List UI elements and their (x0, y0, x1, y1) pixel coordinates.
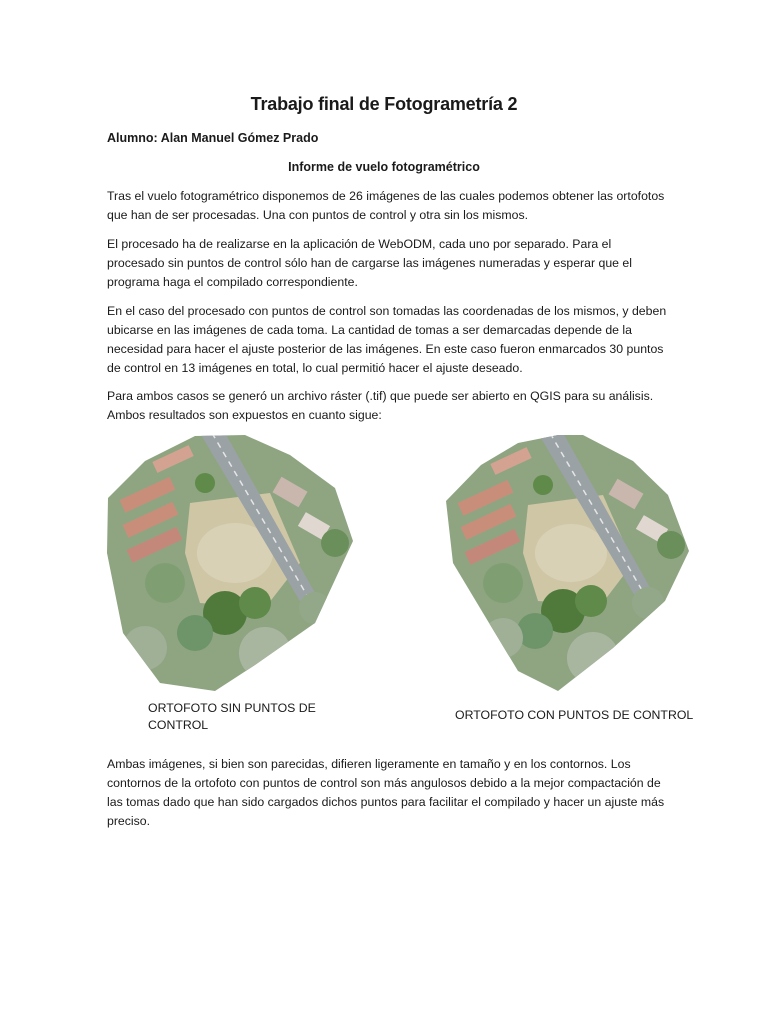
paragraph-1: Tras el vuelo fotogramétrico disponemos de 26 imágenes de las cuales podemos obtener las ortofotos que han de ser procesadas. Una con puntos de control y otra sin los mismos. (107, 189, 665, 222)
paragraph-2: El procesado ha de realizarse en la aplicación de WebODM, cada uno por separado. Para el procesado sin puntos de control sólo han de cargarse las imágenes numeradas y esperar que el programa haga el compilado correspondiente. (107, 237, 632, 289)
paragraph-5: Ambas imágenes, si bien son parecidas, difieren ligeramente en tamaño y en los contornos. Los contornos de la ortofoto con puntos de control son más angulosos debido a la mejor compactación de las tomas dado que han sido cargados dichos puntos para facilitar el compilado y hacer un ajuste más preciso. (107, 757, 665, 828)
orthophoto-without-control-points (105, 433, 355, 693)
paragraph-3: En el caso del procesado con puntos de control son tomadas las coordenadas de los mismos, y deben ubicarse en las imágenes de cada toma. La cantidad de tomas a ser demarcadas depende de la necesidad para hacer el ajuste posterior de las imágenes. En este caso fueron enmarcados 30 puntos de control en 13 imágenes en total, lo cual permitió hacer el ajuste deseado. (107, 304, 667, 375)
caption-with-control-points: ORTOFOTO CON PUNTOS DE CONTROL (455, 708, 694, 722)
report-subtitle: Informe de vuelo fotogramétrico (288, 160, 480, 174)
orthophoto-with-control-points (443, 433, 690, 693)
author-line: Alumno: Alan Manuel Gómez Prado (107, 131, 319, 145)
orthophoto-imagery (105, 433, 355, 693)
paragraph-4: Para ambos casos se generó un archivo ráster (.tif) que puede ser abierto en QGIS para su análisis. Ambos resultados son expuestos en cuanto sigue: (107, 389, 654, 422)
caption-without-control-points: ORTOFOTO SIN PUNTOS DE CONTROL (148, 701, 316, 732)
orthophoto-imagery (443, 433, 690, 693)
document-title: Trabajo final de Fotogrametría 2 (250, 94, 518, 114)
